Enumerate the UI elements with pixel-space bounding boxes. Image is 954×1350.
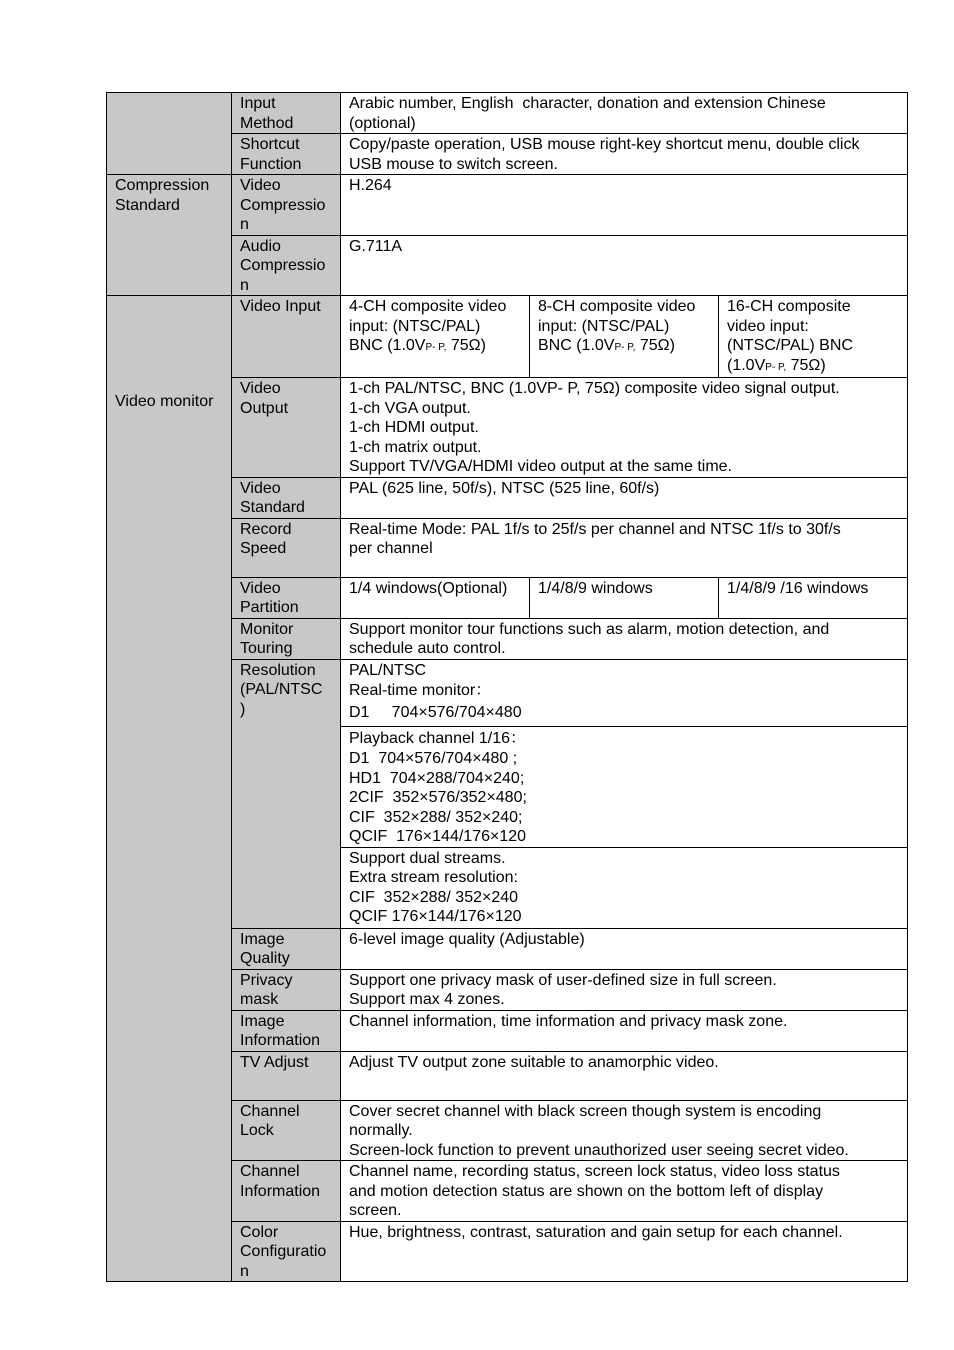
category-video-monitor: Video monitor [107,296,232,1282]
feature-label-image-quality: Image Quality [232,928,341,969]
video-partition-8ch: 1/4/8/9 windows [530,577,719,618]
feature-label-video-compression: Video Compressio n [232,175,341,236]
feature-label-tv-adjust: TV Adjust [232,1051,341,1100]
feature-value-audio-compression: G.711A [341,235,908,296]
resolution-dual-stream: Support dual streams. Extra stream resolution: CIF 352×288/ 352×240 QCIF 176×144/176×120 [341,847,908,928]
feature-value-image-information: Channel information, time information and privacy mask zone. [341,1010,908,1051]
feature-value-image-quality: 6-level image quality (Adjustable) [341,928,908,969]
row-input-method [107,93,908,134]
video-input-8ch: 8-CH composite video input: (NTSC/PAL) BNC (1.0VP- P, 75Ω) [530,296,719,378]
specification-table [106,92,908,1282]
feature-label-record-speed: Record Speed [232,518,341,577]
feature-label-channel-information: Channel Information [232,1161,341,1222]
feature-value-video-standard: PAL (625 line, 50f/s), NTSC (525 line, 60f/s) [341,477,908,518]
row-video-input [107,296,908,378]
feature-label-audio-compression: Audio Compressio n [232,235,341,296]
category-cell-blank [107,93,232,175]
feature-label-video-partition: Video Partition [232,577,341,618]
feature-value-shortcut-function: Copy/paste operation, USB mouse right-key shortcut menu, double click USB mouse to switch screen. [341,134,908,175]
feature-label-privacy-mask: Privacy mask [232,969,341,1010]
feature-label-image-information: Image Information [232,1010,341,1051]
video-input-4ch: 4-CH composite video input: (NTSC/PAL) BNC (1.0VP- P, 75Ω) [341,296,530,378]
feature-label-input-method: Input Method [232,93,341,134]
feature-value-input-method: Arabic number, English character, donation and extension Chinese (optional) [341,93,908,134]
video-input-16ch: 16-CH composite video input: (NTSC/PAL) BNC (1.0VP- P, 75Ω) [719,296,908,378]
feature-label-video-input: Video Input [232,296,341,378]
feature-label-color-configuration: Color Configuratio n [232,1221,341,1282]
feature-value-channel-information: Channel name, recording status, screen lock status, video loss status and motion detection status are shown on the bottom left of display screen. [341,1161,908,1222]
feature-value-color-configuration: Hue, brightness, contrast, saturation and gain setup for each channel. [341,1221,908,1282]
feature-value-video-compression: H.264 [341,175,908,236]
resolution-playback: Playback channel 1/16： D1 704×576/704×480 ; HD1 704×288/704×240; 2CIF 352×576/352×480; CIF 352×288/ 352×240; QCIF 176×144/176×120 [341,726,908,847]
feature-value-tv-adjust: Adjust TV output zone suitable to anamorphic video. [341,1051,908,1100]
feature-value-channel-lock: Cover secret channel with black screen though system is encoding normally. Screen-lock function to prevent unauthorized user seeing secret video. [341,1100,908,1161]
feature-value-monitor-touring: Support monitor tour functions such as alarm, motion detection, and schedule auto control. [341,618,908,659]
feature-label-resolution: Resolution (PAL/NTSC ) [232,659,341,928]
feature-label-channel-lock: Channel Lock [232,1100,341,1161]
resolution-realtime-monitor: PAL/NTSC Real-time monitor： D1 704×576/704×480 [341,659,908,726]
feature-label-video-standard: Video Standard [232,477,341,518]
category-compression-standard: Compression Standard [107,175,232,296]
feature-value-video-output: 1-ch PAL/NTSC, BNC (1.0VP- P, 75Ω) composite video signal output. 1-ch VGA output. 1-ch HDMI output. 1-ch matrix output. Support TV/VGA/HDMI video output at the same time. [341,378,908,478]
feature-label-video-output: Video Output [232,378,341,478]
video-partition-4ch: 1/4 windows(Optional) [341,577,530,618]
row-video-compression [107,175,908,236]
feature-value-record-speed: Real-time Mode: PAL 1f/s to 25f/s per channel and NTSC 1f/s to 30f/s per channel [341,518,908,577]
video-partition-16ch: 1/4/8/9 /16 windows [719,577,908,618]
feature-value-privacy-mask: Support one privacy mask of user-defined size in full screen. Support max 4 zones. [341,969,908,1010]
feature-label-shortcut-function: Shortcut Function [232,134,341,175]
feature-label-monitor-touring: Monitor Touring [232,618,341,659]
